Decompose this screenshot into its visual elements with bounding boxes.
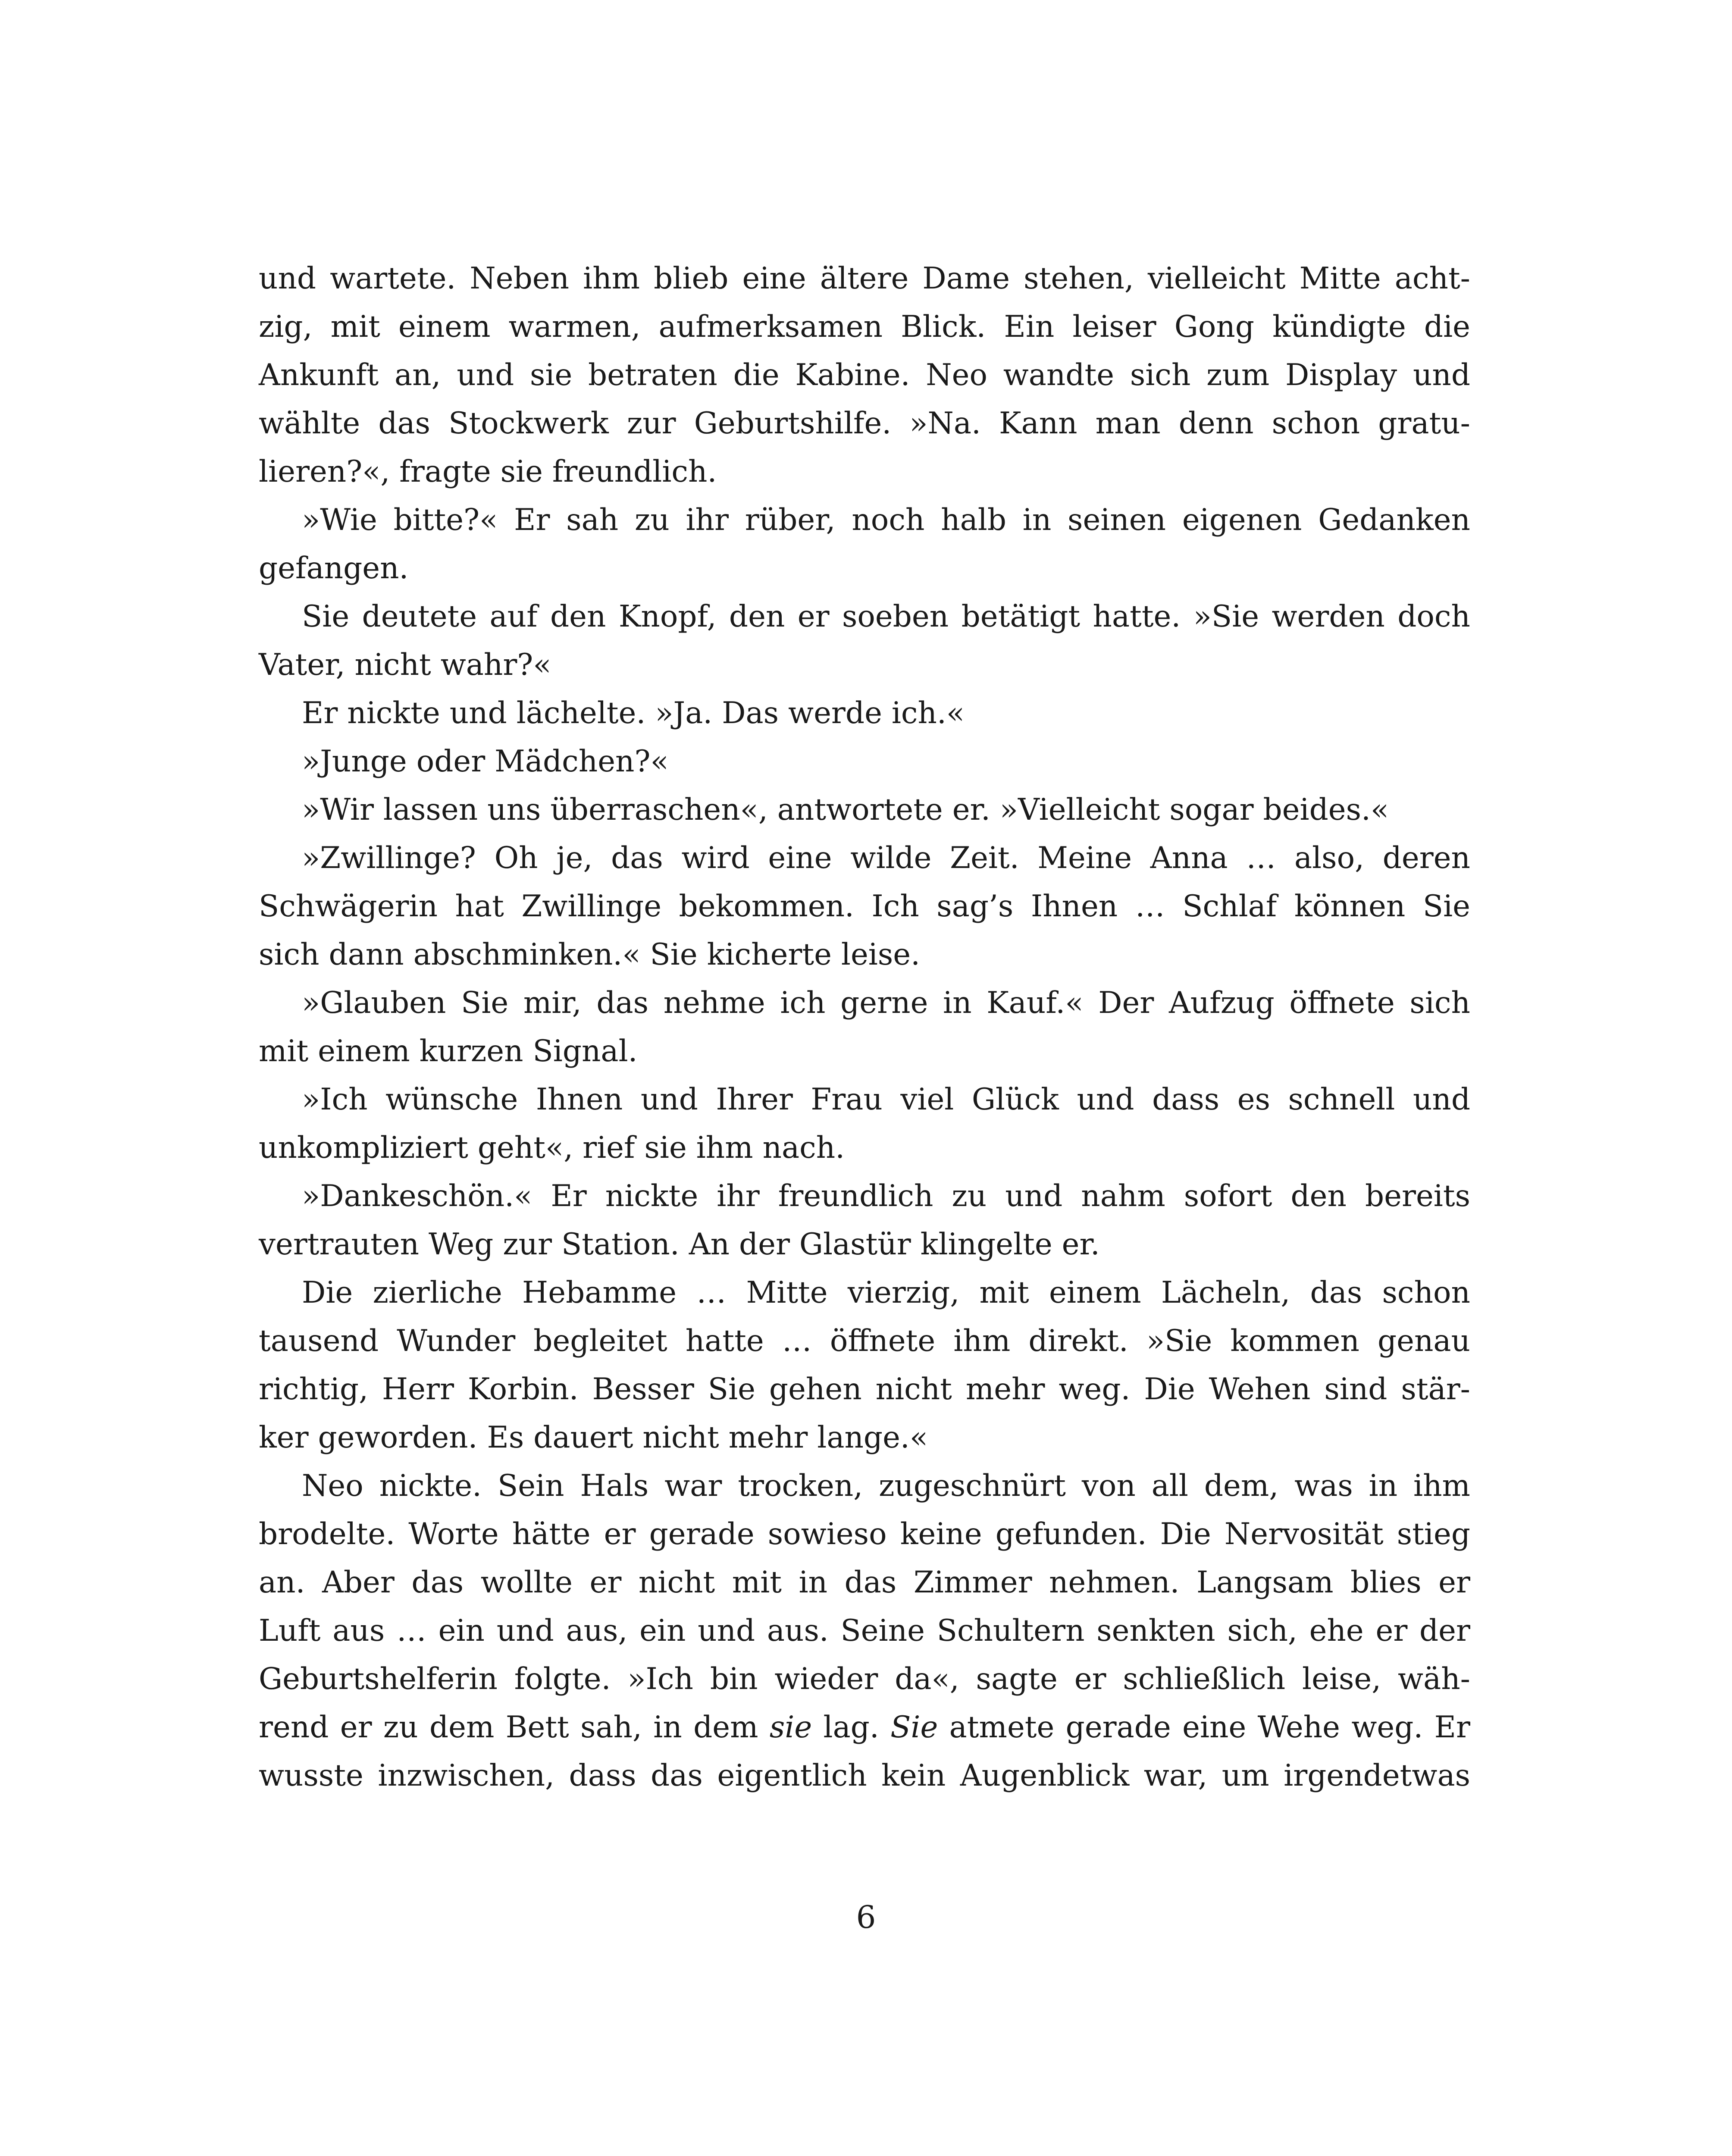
text-line: Vater, nicht wahr?« bbox=[259, 648, 551, 682]
text-line: Die zierliche Hebamme … Mitte vierzig, mit einem Lächeln, das schon bbox=[302, 1275, 1470, 1310]
text-line: »Glauben Sie mir, das nehme ich gerne in Kauf.« Der Aufzug öffnete sich bbox=[302, 986, 1470, 1020]
text-line: Er nickte und lächelte. »Ja. Das werde ich.« bbox=[302, 696, 965, 730]
text-line: Sie deutete auf den Knopf, den er soeben betätigt hatte. »Sie werden doch bbox=[302, 599, 1470, 634]
body-text bbox=[259, 254, 1470, 1800]
page-number: 6 bbox=[856, 1899, 876, 1935]
text-line: wählte das Stockwerk zur Geburtshilfe. »Na. Kann man denn schon gratu- bbox=[259, 406, 1470, 441]
text-line: »Wir lassen uns überraschen«, antwortete er. »Vielleicht sogar beides.« bbox=[302, 793, 1389, 827]
text-line: sich dann abschminken.« Sie kicherte leise. bbox=[259, 937, 921, 972]
text-line: Neo nickte. Sein Hals war trocken, zugeschnürt von all dem, was in ihm bbox=[302, 1469, 1470, 1503]
emphasis-sie-capitalized: Sie bbox=[890, 1710, 938, 1745]
text-line: »Zwillinge? Oh je, das wird eine wilde Zeit. Meine Anna … also, deren bbox=[302, 841, 1470, 875]
text-line: Luft aus … ein und aus, ein und aus. Seine Schultern senkten sich, ehe er der bbox=[259, 1614, 1470, 1648]
text-line: brodelte. Worte hätte er gerade sowieso keine gefunden. Die Nervosität stieg bbox=[259, 1517, 1470, 1551]
text-line: »Wie bitte?« Er sah zu ihr rüber, noch halb in seinen eigenen Gedanken bbox=[302, 503, 1470, 537]
text-line: ker geworden. Es dauert nicht mehr lange.« bbox=[259, 1420, 928, 1455]
text-line: lieren?«, fragte sie freundlich. bbox=[259, 454, 717, 489]
text-line: »Dankeschön.« Er nickte ihr freundlich zu und nahm sofort den bereits bbox=[302, 1179, 1470, 1213]
text-line: wusste inzwischen, dass das eigentlich kein Augenblick war, um irgendetwas bbox=[259, 1758, 1470, 1793]
emphasis-sie-lowercase: sie bbox=[769, 1710, 812, 1745]
text-line: und wartete. Neben ihm blieb eine ältere Dame stehen, vielleicht Mitte acht- bbox=[259, 261, 1470, 296]
text-segment: lag. bbox=[812, 1710, 891, 1745]
text-line: unkompliziert geht«, rief sie ihm nach. bbox=[259, 1131, 845, 1165]
text-line: Ankunft an, und sie betraten die Kabine. Neo wandte sich zum Display und bbox=[259, 358, 1470, 392]
text-segment: rend er zu dem Bett sah, in dem bbox=[259, 1710, 770, 1745]
text-line-with-emphasis bbox=[259, 1703, 1470, 1752]
text-line: zig, mit einem warmen, aufmerksamen Blick. Ein leiser Gong kündigte die bbox=[259, 310, 1470, 344]
text-line: richtig, Herr Korbin. Besser Sie gehen nicht mehr weg. Die Wehen sind stär- bbox=[259, 1372, 1470, 1407]
text-line: an. Aber das wollte er nicht mit in das Zimmer nehmen. Langsam blies er bbox=[259, 1565, 1470, 1600]
text-line: mit einem kurzen Signal. bbox=[259, 1034, 638, 1069]
text-segment: atmete gerade eine Wehe weg. Er bbox=[938, 1710, 1470, 1745]
text-line: »Ich wünsche Ihnen und Ihrer Frau viel Glück und dass es schnell und bbox=[302, 1082, 1470, 1117]
text-line: Geburtshelferin folgte. »Ich bin wieder da«, sagte er schließlich leise, wäh- bbox=[259, 1662, 1470, 1696]
text-line: »Junge oder Mädchen?« bbox=[302, 744, 669, 779]
text-line: tausend Wunder begleitet hatte … öffnete ihm direkt. »Sie kommen genau bbox=[259, 1324, 1470, 1358]
text-line: Schwägerin hat Zwillinge bekommen. Ich sag’s Ihnen … Schlaf können Sie bbox=[259, 889, 1470, 924]
text-line: vertrauten Weg zur Station. An der Glastür klingelte er. bbox=[259, 1227, 1100, 1262]
text-line: gefangen. bbox=[259, 551, 409, 586]
